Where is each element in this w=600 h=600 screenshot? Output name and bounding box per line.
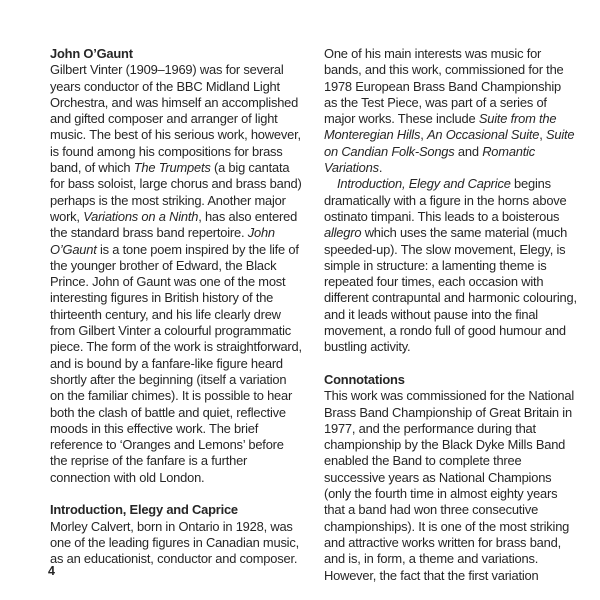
plain-text: This work was commissioned for the National Brass Band Championship of Great Britain in 1977, and the performance during that championship by the Black Dyke Mills Band enabled the Band to complete three successive years as National Champions (only the fourth time in almost eighty years that a band had won three consecutive championships). It is one of the most striking and attractive works written for brass band, and is, in form, a theme and variations. However, the fact that the first variation	[324, 388, 575, 583]
plain-text: (a big cantata for bass soloist, large chorus and brass band) perhaps is the most striking. Another major work,	[50, 160, 302, 224]
paragraph	[50, 519, 303, 568]
paragraph	[50, 62, 303, 486]
italic-text: John O’Gaunt	[50, 225, 275, 257]
italic-text: Introduction, Elegy and Caprice	[337, 176, 511, 192]
plain-text: is a tone poem inspired by the life of the younger brother of Edward, the Black Prince. John of Gaunt was one of the most interesting figures in British history of the thirteenth century, and his life clearly drew from Gilbert Vinter a colourful programmatic piece. The form of the work is straightforward, and is bound by a fanfare-like figure heard shortly after the beginning (itself a variation on the familiar chimes). It is possible to hear both the clash of battle and quiet, reflective moods in this effective work. The brief reference to ‘Oranges and Lemons’ before the reprise of the fanfare is a further connection with old London.	[50, 241, 302, 485]
plain-text: begins dramatically with a figure in the horns above ostinato timpani. This leads to a boisterous	[324, 176, 567, 224]
section-heading: Connotations	[324, 371, 405, 387]
section	[324, 372, 577, 584]
italic-text: The Trumpets	[133, 160, 211, 176]
plain-text: and	[454, 143, 483, 159]
section	[50, 46, 303, 486]
paragraph	[324, 176, 577, 355]
paragraph	[324, 388, 577, 584]
plain-text: Morley Calvert, born in Ontario in 1928, was one of the leading figures in Canadian music, as an educationist, conductor and composer.	[50, 518, 299, 567]
italic-text: Suite on Candian Folk-Songs	[324, 127, 575, 159]
italic-text: An Occasional Suite	[426, 127, 540, 143]
text-columns	[50, 46, 577, 584]
plain-text: ,	[539, 127, 547, 143]
plain-text: which uses the same material (much speeded-up). The slow movement, Elegy, is simple in structure: a lamenting theme is repeated four times, each occasion with different contrapuntal and harmonic colouring, and it leads without pause into the final movement, a rondo full of good humour and bustling activity.	[324, 225, 577, 355]
right-column	[324, 46, 577, 584]
italic-text: Variations on a Ninth	[83, 208, 199, 224]
page-number: 4	[48, 564, 55, 578]
left-column	[50, 46, 303, 584]
plain-text: .	[378, 160, 383, 176]
italic-text: Romantic Variations	[324, 143, 536, 176]
section	[324, 46, 577, 356]
section	[50, 502, 303, 567]
plain-text: Gilbert Vinter (1909–1969) was for several years conductor of the BBC Midland Light Orchestra, and was himself an accomplished and gifted composer and arranger of light music. The best of his serious work, however, is found among his compositions for brass band, of which	[50, 62, 301, 176]
italic-text: Suite from the Monteregian Hills	[324, 111, 557, 143]
section-heading: Introduction, Elegy and Caprice	[50, 502, 238, 518]
plain-text: One of his main interests was music for bands, and this work, commissioned for the 1978 European Brass Band Championship as the Test Piece, was part of a series of major works. These include	[324, 46, 564, 127]
plain-text: , has also entered the standard brass band repertoire.	[50, 208, 298, 241]
paragraph	[324, 46, 577, 176]
plain-text: ,	[420, 127, 427, 143]
italic-text: allegro	[324, 225, 362, 241]
section-heading: John O’Gaunt	[50, 46, 133, 61]
